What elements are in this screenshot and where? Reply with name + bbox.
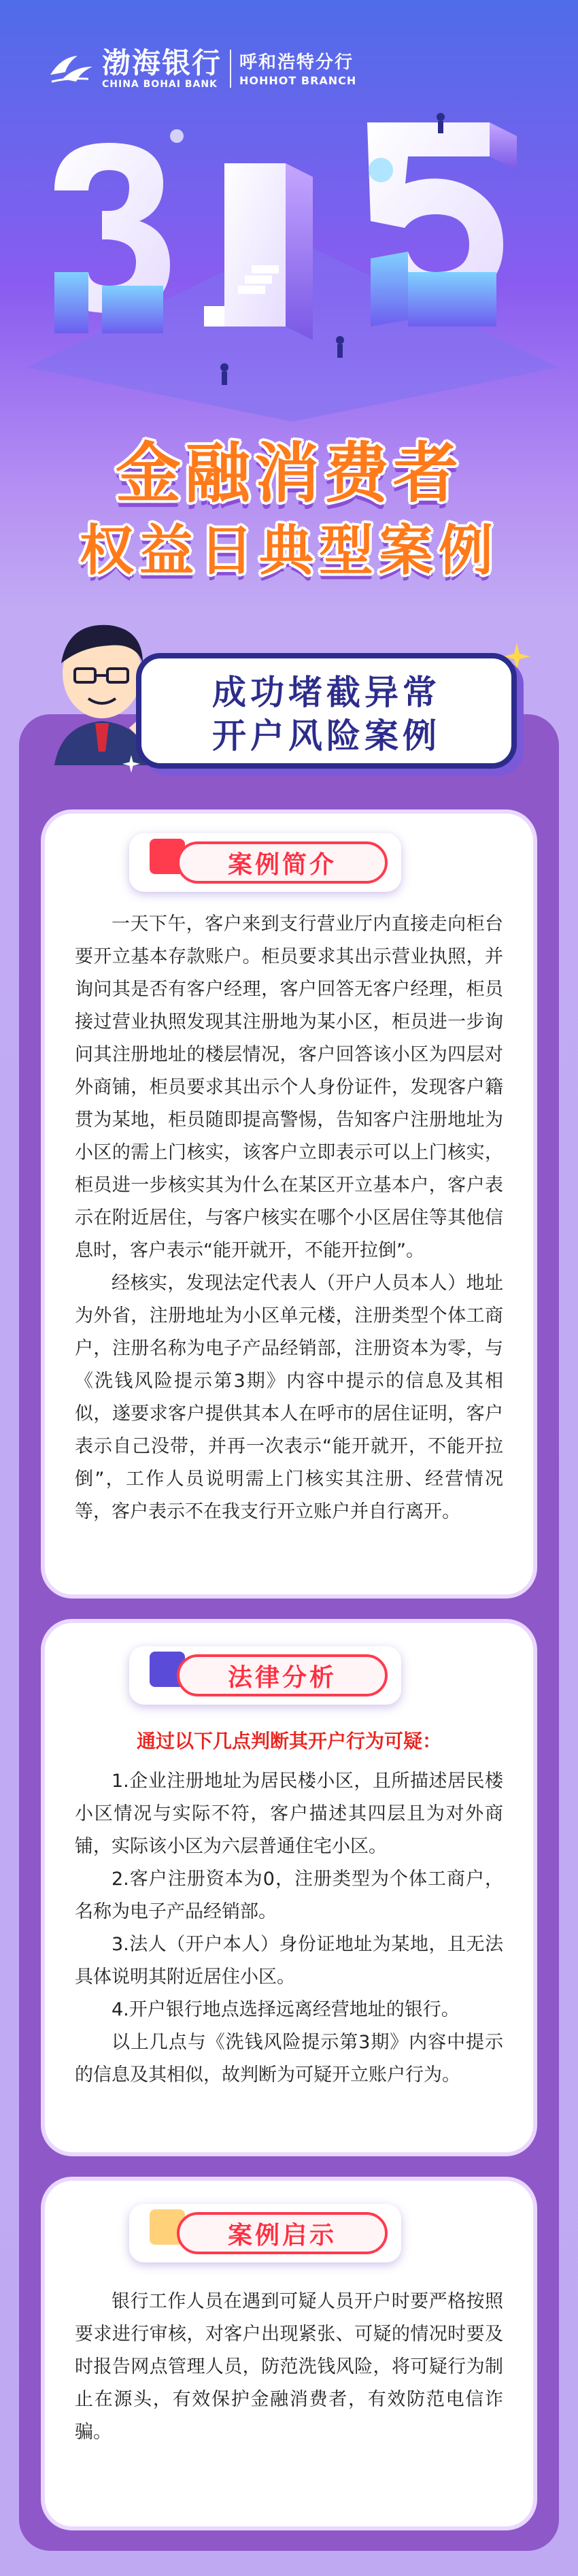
law-paragraph: 3.法人（开户本人）身份证地址为某地，且无法具体说明其附近居住小区。 (75, 1934, 503, 1988)
insight-body (75, 2286, 503, 2449)
brand-name-en: CHINA BOHAI BANK (102, 79, 218, 90)
intro-paragraph: 经核实，发现法定代表人（开户人员本人）地址为外省，注册地址为小区单元楼，注册类型个体工商户，注册名称为电子产品经销部，注册资本为零，与《洗钱风险提示第3期》内容中提示的信息及其相似，遂要求客户提供其本人在呼市的居住证明，客户表示自己没带，并再一次表示“能开就开，不能开拉倒”，工作人员说明需上门核实其注册、经营情况等，客户表示不在我支行开立账户并自行离开。 (75, 1273, 503, 1522)
intro-section-tag (129, 833, 401, 892)
intro-body (75, 908, 503, 1528)
case-title-line-2: 开户风险案例 (212, 716, 441, 756)
law-paragraph: 1.企业注册地址为居民楼小区，且所描述居民楼小区情况与实际不符，客户描述其四层且为对外商铺，实际该小区为六层普通住宅小区。 (75, 1771, 503, 1857)
law-lead-text: 通过以下几点判断其开户行为可疑： (136, 1730, 441, 1752)
law-body (75, 1765, 503, 2092)
case-title-line-1: 成功堵截异常 (212, 672, 441, 712)
headline-line-2: 权益日典型案例 (80, 519, 498, 582)
case-title-bubble (136, 653, 517, 769)
insight-section-label: 案例启示 (177, 2212, 388, 2254)
law-paragraph: 2.客户注册资本为0，注册类型为个体工商户，名称为电子产品经销部。 (75, 1869, 503, 1922)
law-paragraph: 以上几点与《洗钱风险提示第3期》内容中提示的信息及其相似，故判断为可疑开立账户行为。 (75, 2032, 503, 2086)
intro-section-label: 案例简介 (177, 841, 388, 884)
insight-section-tag (129, 2204, 401, 2262)
intro-paragraph: 一天下午，客户来到支行营业厅内直接走向柜台要开立基本存款账户。柜员要求其出示营业执照，并询问其是否有客户经理，客户回答无客户经理，柜员接过营业执照发现其注册地为某小区，柜员进一步询问其注册地址的楼层情况，客户回答该小区为四层对外商铺，柜员要求其出示个人身份证件，发现客户籍贯为某地，柜员随即提高警惕，告知客户注册地址为小区的需上门核实，该客户立即表示可以上门核实，柜员进一步核实其为什么在某区开立基本户，客户表示在附近居住，与客户核实在哪个小区居住等其他信息时，客户表示“能开就开，不能开拉倒”。 (75, 914, 503, 1261)
sparkle-icon (122, 755, 140, 773)
branch-name-cn: 呼和浩特分行 (239, 52, 354, 73)
law-section-label: 法律分析 (177, 1654, 388, 1696)
branch-name-en: HOHHOT BRANCH (239, 73, 357, 87)
headline-line-1: 金融消费者 (116, 435, 462, 512)
isometric-315-illustration (0, 82, 578, 422)
hero-banner (0, 0, 578, 422)
law-paragraph: 4.开户银行地点选择远离经营地址的银行。 (112, 1999, 460, 2020)
law-section-tag (129, 1646, 401, 1705)
brand-name-cn: 渤海银行 (102, 46, 222, 80)
bank-logo-icon (48, 52, 95, 86)
insight-paragraph: 银行工作人员在遇到可疑人员开户时要严格按照要求进行审核，对客户出现紧张、可疑的情况时要及时报告网点管理人员，防范洗钱风险，将可疑行为制止在源头，有效保护金融消费者，有效防范电信诈骗。 (75, 2291, 503, 2443)
